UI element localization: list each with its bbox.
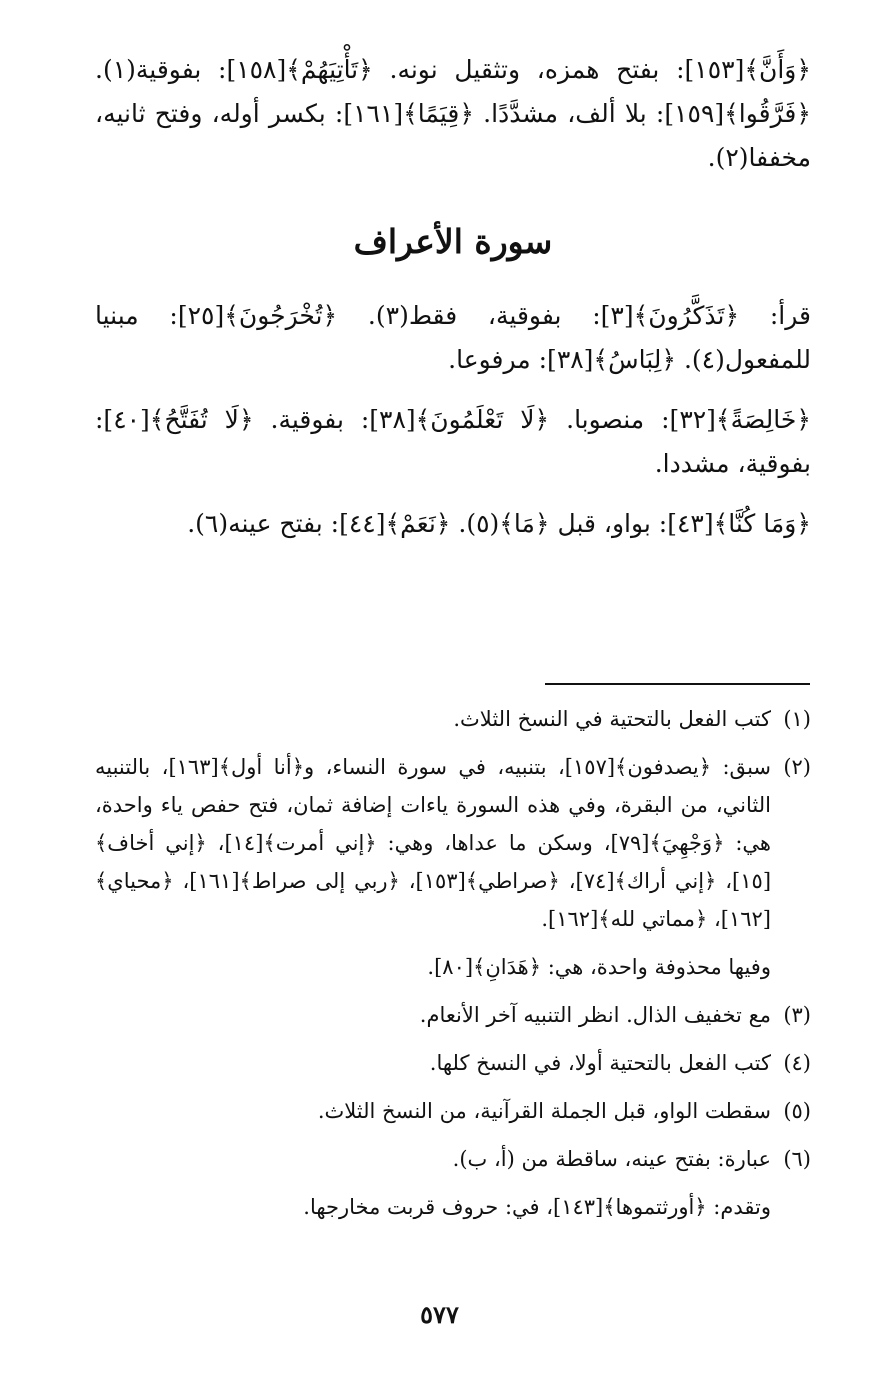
footnote-divider — [545, 683, 810, 685]
footnote-number: (١) — [783, 707, 811, 731]
footnote-number: (٤) — [783, 1051, 811, 1075]
footnote-number: (٦) — [783, 1147, 811, 1171]
footnote-number: (٢) — [783, 755, 811, 779]
footnote-6-continuation: وتقدم: ﴿أورثتموها﴾[١٤٣]، في: حروف قربت مخارجها. — [303, 1195, 771, 1219]
footnote-2 — [95, 748, 811, 938]
paragraph-3: ﴿خَالِصَةً﴾[٣٢]: منصوبا. ﴿لَا تَعْلَمُونَ﴾[٣٨]: بفوقية. ﴿لَا تُفَتَّحُ﴾[٤٠]: بفوقية، مشددا. — [95, 405, 811, 478]
main-text — [95, 48, 811, 546]
paragraph-1: ﴿وَأَنَّ﴾[١٥٣]: بفتح همزه، وتثقيل نونه. ﴿تَأْتِيَهُمْ﴾[١٥٨]: بفوقية(١). ﴿فَرَّقُوا﴾[١٥٩]: بلا ألف، مشدَّدًا. ﴿قِيَمًا﴾[١٦١]: بكسر أوله، وفتح ثانيه، مخففا(٢). — [95, 55, 812, 172]
page-number: ٥٧٧ — [420, 1300, 459, 1329]
footnotes — [95, 700, 811, 1236]
footnote-number: (٥) — [783, 1099, 811, 1123]
footnote-text: كتب الفعل بالتحتية في النسخ الثلاث. — [453, 707, 771, 731]
footnote-text: كتب الفعل بالتحتية أولا، في النسخ كلها. — [429, 1051, 771, 1075]
footnote-text: سقطت الواو، قبل الجملة القرآنية، من النسخ الثلاث. — [317, 1099, 771, 1123]
paragraph-4: ﴿وَمَا كُنَّا﴾[٤٣]: بواو، قبل ﴿مَا﴾(٥). ﴿نَعَمْ﴾[٤٤]: بفتح عينه(٦). — [187, 509, 811, 538]
footnote-1 — [95, 700, 811, 738]
footnote-6 — [95, 1140, 811, 1178]
footnote-2-continuation: وفيها محذوفة واحدة، هي: ﴿هَدَانِ﴾[٨٠]. — [427, 955, 771, 979]
footnote-5 — [95, 1092, 811, 1130]
footnote-4 — [95, 1044, 811, 1082]
footnote-text: عبارة: بفتح عينه، ساقطة من (أ، ب). — [452, 1147, 771, 1171]
paragraph-2: قرأ: ﴿تَذَكَّرُونَ﴾[٣]: بفوقية، فقط(٣). ﴿تُخْرَجُونَ﴾[٢٥]: مبنيا للمفعول(٤). ﴿لِبَاسُ﴾[٣٨]: مرفوعا. — [95, 301, 811, 374]
footnote-text: سبق: ﴿يصدفون﴾[١٥٧]، بتنبيه، في سورة النساء، و﴿أنا أول﴾[١٦٣]، بالتنبيه الثاني، من البقرة، وفي هذه السورة ياءات إضافة ثمان، فتح حفص ياء واحدة، هي: ﴿وَجْهِيَ﴾[٧٩]، وسكن ما عداها، وهي: ﴿إني أمرت﴾[١٤]، ﴿إني أخاف﴾[١٥]، ﴿إني أراك﴾[٧٤]، ﴿صراطي﴾[١٥٣]، ﴿ربي إلى صراط﴾[١٦١]، ﴿محياي﴾[١٦٢]، ﴿مماتي لله﴾[١٦٢]. — [95, 755, 772, 931]
footnote-3 — [95, 996, 811, 1034]
sura-title: سورة الأعراف — [353, 222, 553, 261]
footnote-number: (٣) — [783, 1003, 811, 1027]
footnote-text: مع تخفيف الذال. انظر التنبيه آخر الأنعام. — [419, 1003, 771, 1027]
